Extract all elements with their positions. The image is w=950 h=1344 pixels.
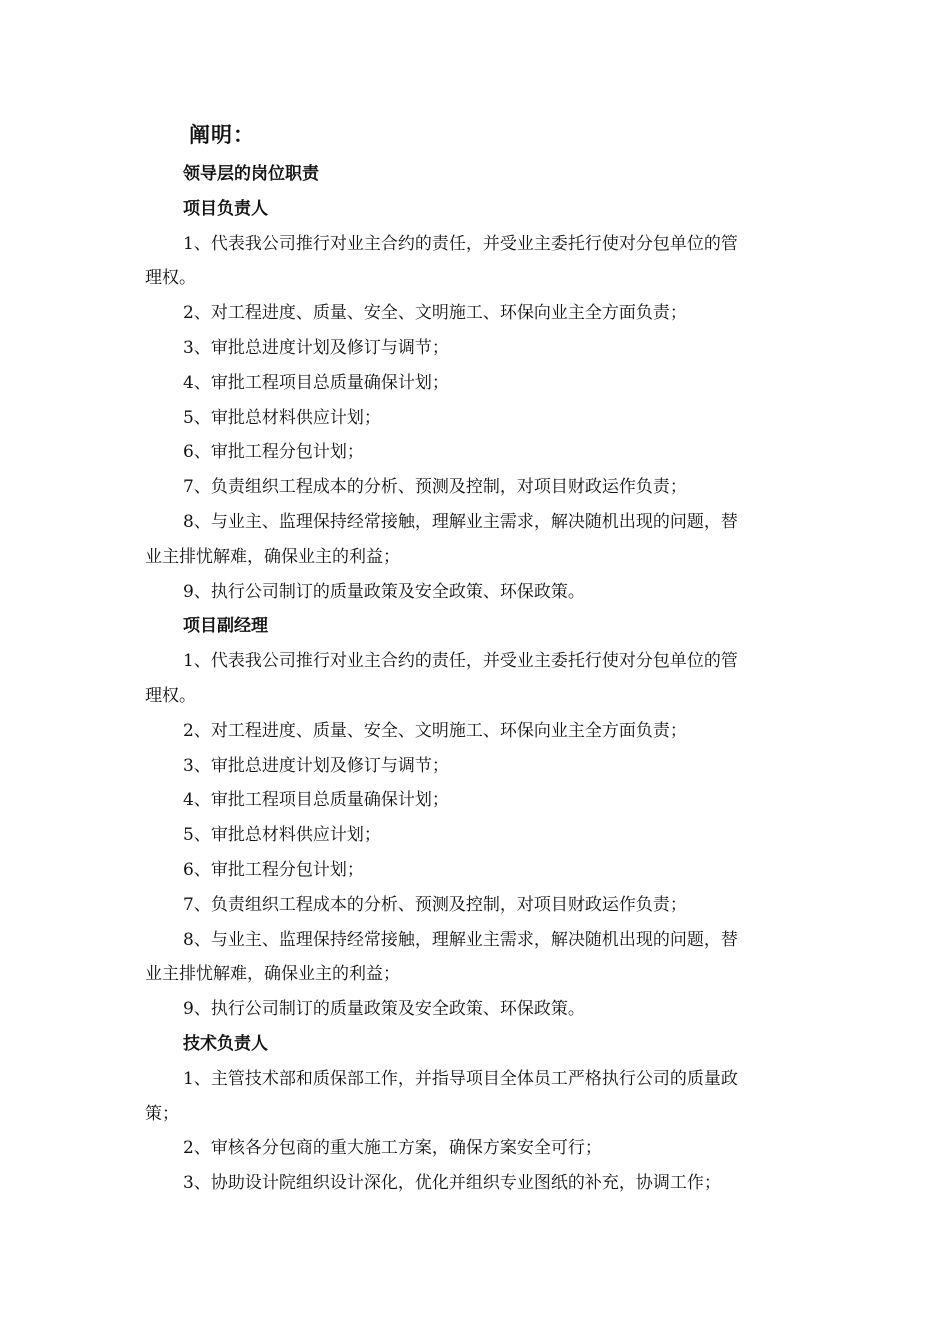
paragraph-line: 策； xyxy=(145,1103,179,1124)
paragraph-line: 4、审批工程项目总质量确保计划； xyxy=(183,372,449,393)
paragraph-line: 7、负责组织工程成本的分析、预测及控制，对项目财政运作负责； xyxy=(183,894,687,915)
paragraph-line: 6、审批工程分包计划； xyxy=(183,859,364,880)
paragraph-line: 业主排忧解难，确保业主的利益； xyxy=(145,546,400,567)
paragraph-line: 2、审核各分包商的重大施工方案，确保方案安全可行； xyxy=(183,1138,602,1159)
paragraph-line: 7、负责组织工程成本的分析、预测及控制，对项目财政运作负责； xyxy=(183,477,687,498)
paragraph-line: 业主排忧解难，确保业主的利益； xyxy=(145,964,400,985)
paragraph-line: 9、执行公司制订的质量政策及安全政策、环保政策。 xyxy=(183,581,585,602)
document-title: 阐明： xyxy=(189,122,255,147)
section-heading: 领导层的岗位职责 xyxy=(183,164,319,184)
paragraph-line: 8、与业主、监理保持经常接触，理解业主需求，解决随机出现的问题，替 xyxy=(183,511,738,532)
paragraph-line: 2、对工程进度、质量、安全、文明施工、环保向业主全方面负责； xyxy=(183,303,687,324)
paragraph-line: 9、执行公司制订的质量政策及安全政策、环保政策。 xyxy=(183,999,585,1020)
paragraph-line: 1、代表我公司推行对业主合约的责任，并受业主委托行使对分包单位的管 xyxy=(183,651,738,672)
paragraph-line: 1、主管技术部和质保部工作，并指导项目全体员工严格执行公司的质量政 xyxy=(183,1068,738,1089)
paragraph-line: 3、审批总进度计划及修订与调节； xyxy=(183,337,449,358)
paragraph-line: 4、审批工程项目总质量确保计划； xyxy=(183,790,449,811)
paragraph-line: 3、协助设计院组织设计深化，优化并组织专业图纸的补充，协调工作； xyxy=(183,1173,721,1194)
paragraph-line: 理权。 xyxy=(145,268,196,289)
paragraph-line: 6、审批工程分包计划； xyxy=(183,442,364,463)
document-body xyxy=(145,157,805,1201)
paragraph-line: 8、与业主、监理保持经常接触，理解业主需求，解决随机出现的问题，替 xyxy=(183,929,738,950)
paragraph-line: 2、对工程进度、质量、安全、文明施工、环保向业主全方面负责； xyxy=(183,720,687,741)
section-heading: 技术负责人 xyxy=(183,1033,268,1054)
paragraph-line: 理权。 xyxy=(145,685,196,706)
section-heading: 项目副经理 xyxy=(183,616,268,637)
paragraph-line: 3、审批总进度计划及修订与调节； xyxy=(183,755,449,776)
paragraph-line: 5、审批总材料供应计划； xyxy=(183,407,381,428)
section-heading: 项目负责人 xyxy=(183,198,268,219)
paragraph-line: 5、审批总材料供应计划； xyxy=(183,825,381,846)
paragraph-line: 1、代表我公司推行对业主合约的责任，并受业主委托行使对分包单位的管 xyxy=(183,233,738,254)
